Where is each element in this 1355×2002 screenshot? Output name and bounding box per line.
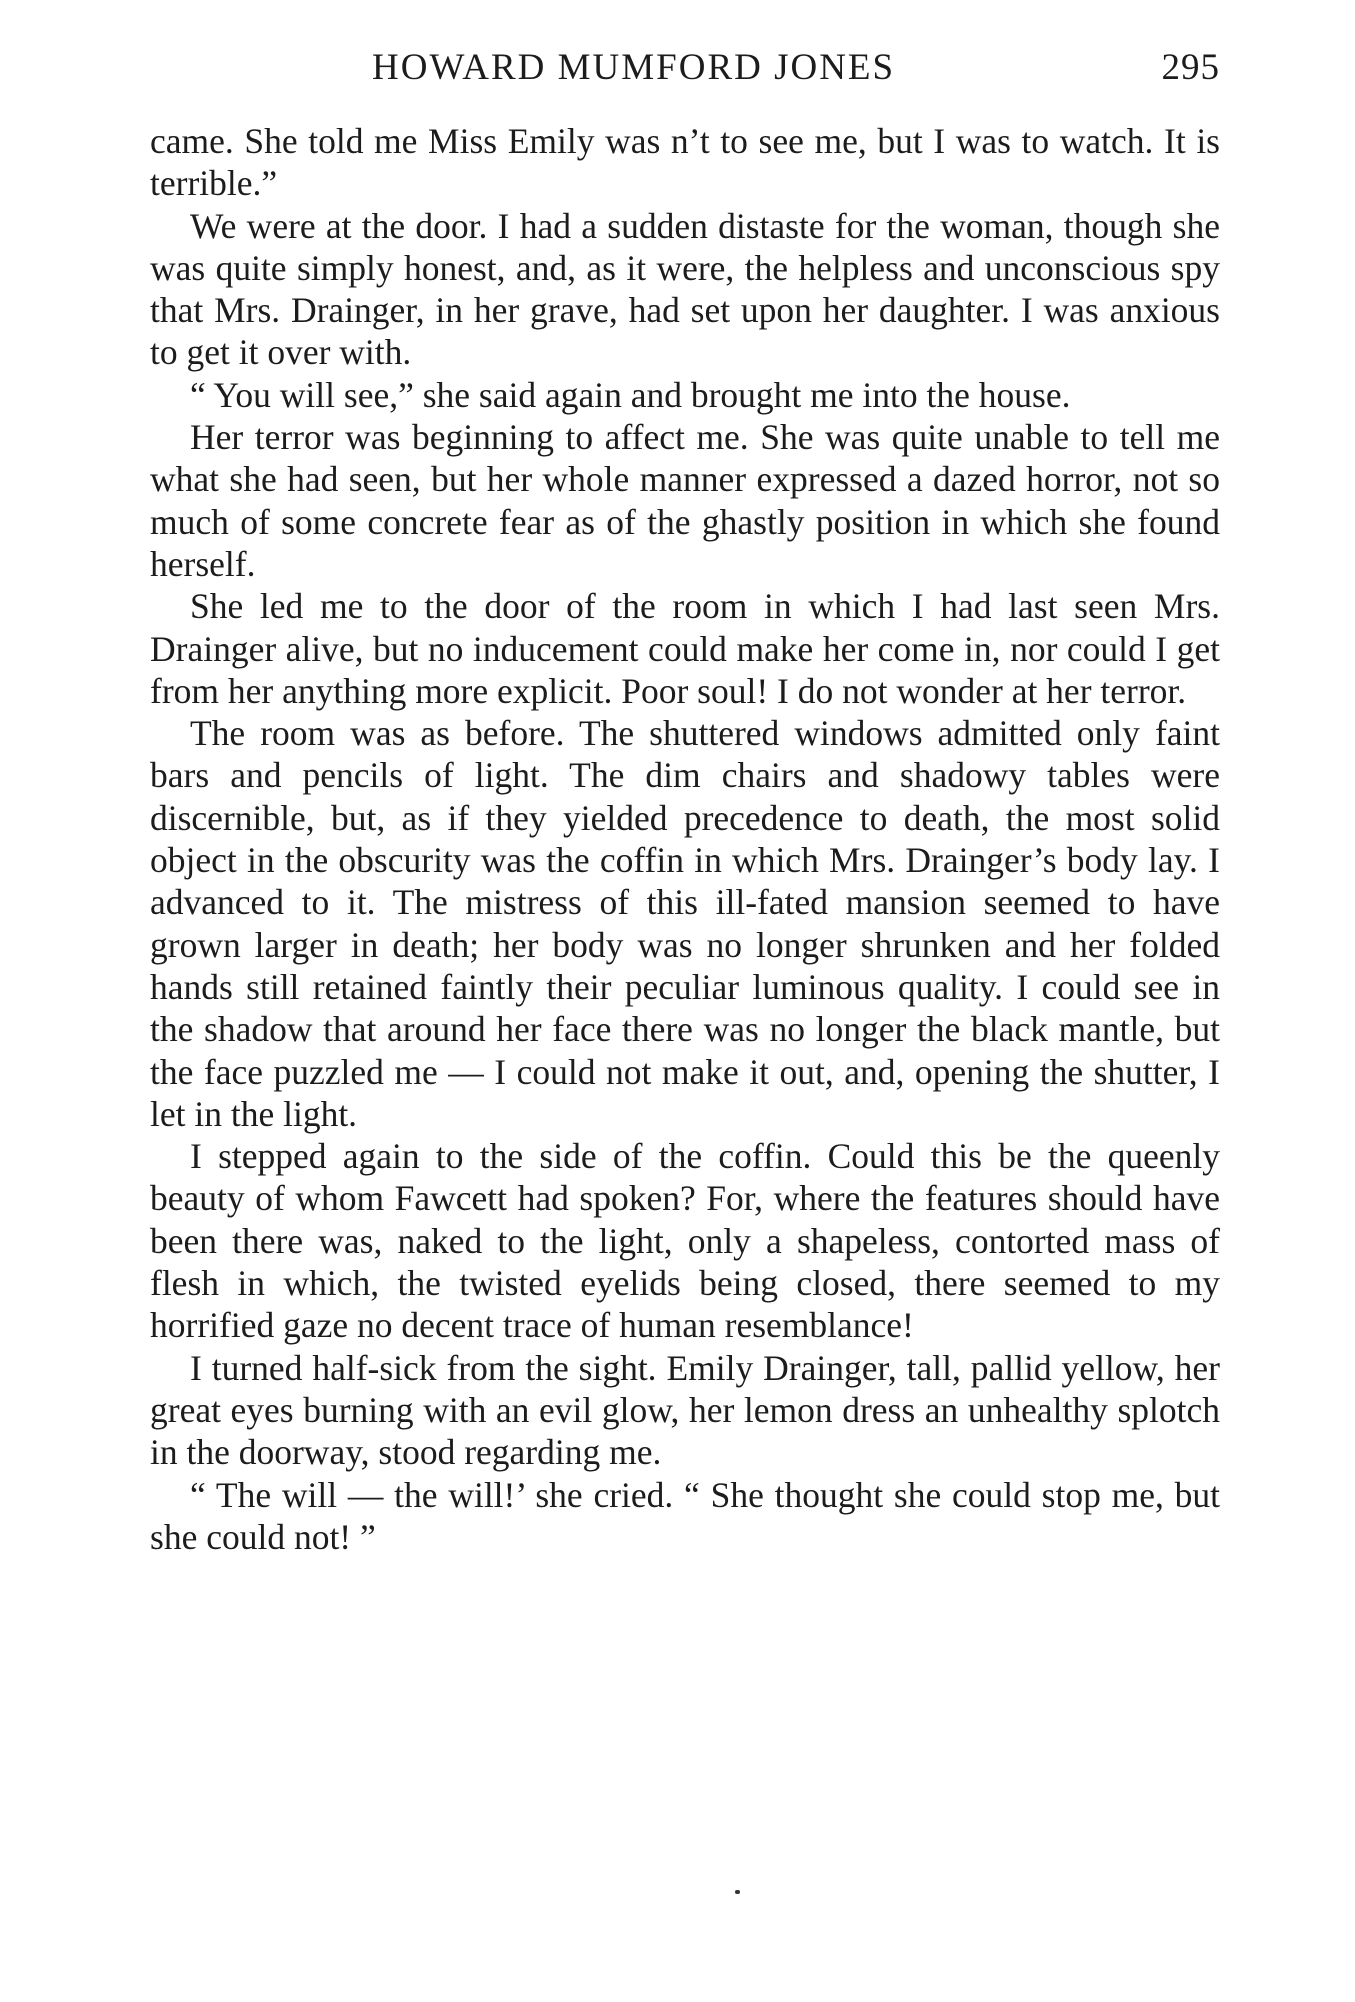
printer-mark	[735, 1890, 740, 1894]
paragraph-2: We were at the door. I had a sudden distaste for the woman, though she was quite simply honest, and, as it were, the helpless and unconscious spy that Mrs. Drainger, in her grave, had set upon her daughter. I was anxious to get it over with.	[150, 205, 1220, 373]
paragraph-1: came. She told me Miss Emily was n’t to see me, but I was to watch. It is terrible.”	[150, 121, 1220, 204]
paragraph-8: I turned half-sick from the sight. Emily Drainger, tall, pallid yellow, her great eyes burning with an evil glow, her lemon dress an unhealthy splotch in the doorway, stood regarding me.	[150, 1347, 1220, 1473]
body-text	[150, 120, 1220, 1558]
running-head-title: HOWARD MUMFORD JONES	[372, 47, 896, 88]
running-head	[150, 40, 1220, 100]
paragraph-4: Her terror was beginning to affect me. She was quite unable to tell me what she had seen, but her whole manner expressed a dazed horror, not so much of some concrete fear as of the ghastly position in which she found herself.	[150, 417, 1220, 584]
paragraph-6: The room was as before. The shuttered windows admitted only faint bars and pencils of light. The dim chairs and shadowy tables were discernible, but, as if they yielded precedence to death, the most solid object in the obscurity was the coffin in which Mrs. Drainger’s body lay. I advanced to it. The mistress of this ill-fated mansion seemed to have grown larger in death; her body was no longer shrunken and her folded hands still retained faintly their peculiar luminous quality. I could see in the shadow that around her face there was no longer the black mantle, but the face puzzled me — I could not make it out, and, opening the shutter, I let in the light.	[150, 713, 1220, 1134]
page-number: 295	[1161, 47, 1220, 88]
paragraph-9: “ The will — the will!’ she cried. “ She thought she could stop me, but she could not! ”	[150, 1474, 1220, 1557]
book-page	[150, 40, 1220, 1558]
paragraph-7: I stepped again to the side of the coffin. Could this be the queenly beauty of whom Fawcett had spoken? For, where the features should have been there was, naked to the light, only a shapeless, contorted mass of flesh in which, the twisted eyelids being closed, there seemed to my horrified gaze no decent trace of human resemblance!	[150, 1136, 1220, 1346]
paragraph-3: “ You will see,” she said again and brought me into the house.	[190, 374, 1071, 415]
paragraph-5: She led me to the door of the room in which I had last seen Mrs. Drainger alive, but no inducement could make her come in, nor could I get from her anything more explicit. Poor soul! I do not wonder at her terror.	[150, 586, 1220, 711]
